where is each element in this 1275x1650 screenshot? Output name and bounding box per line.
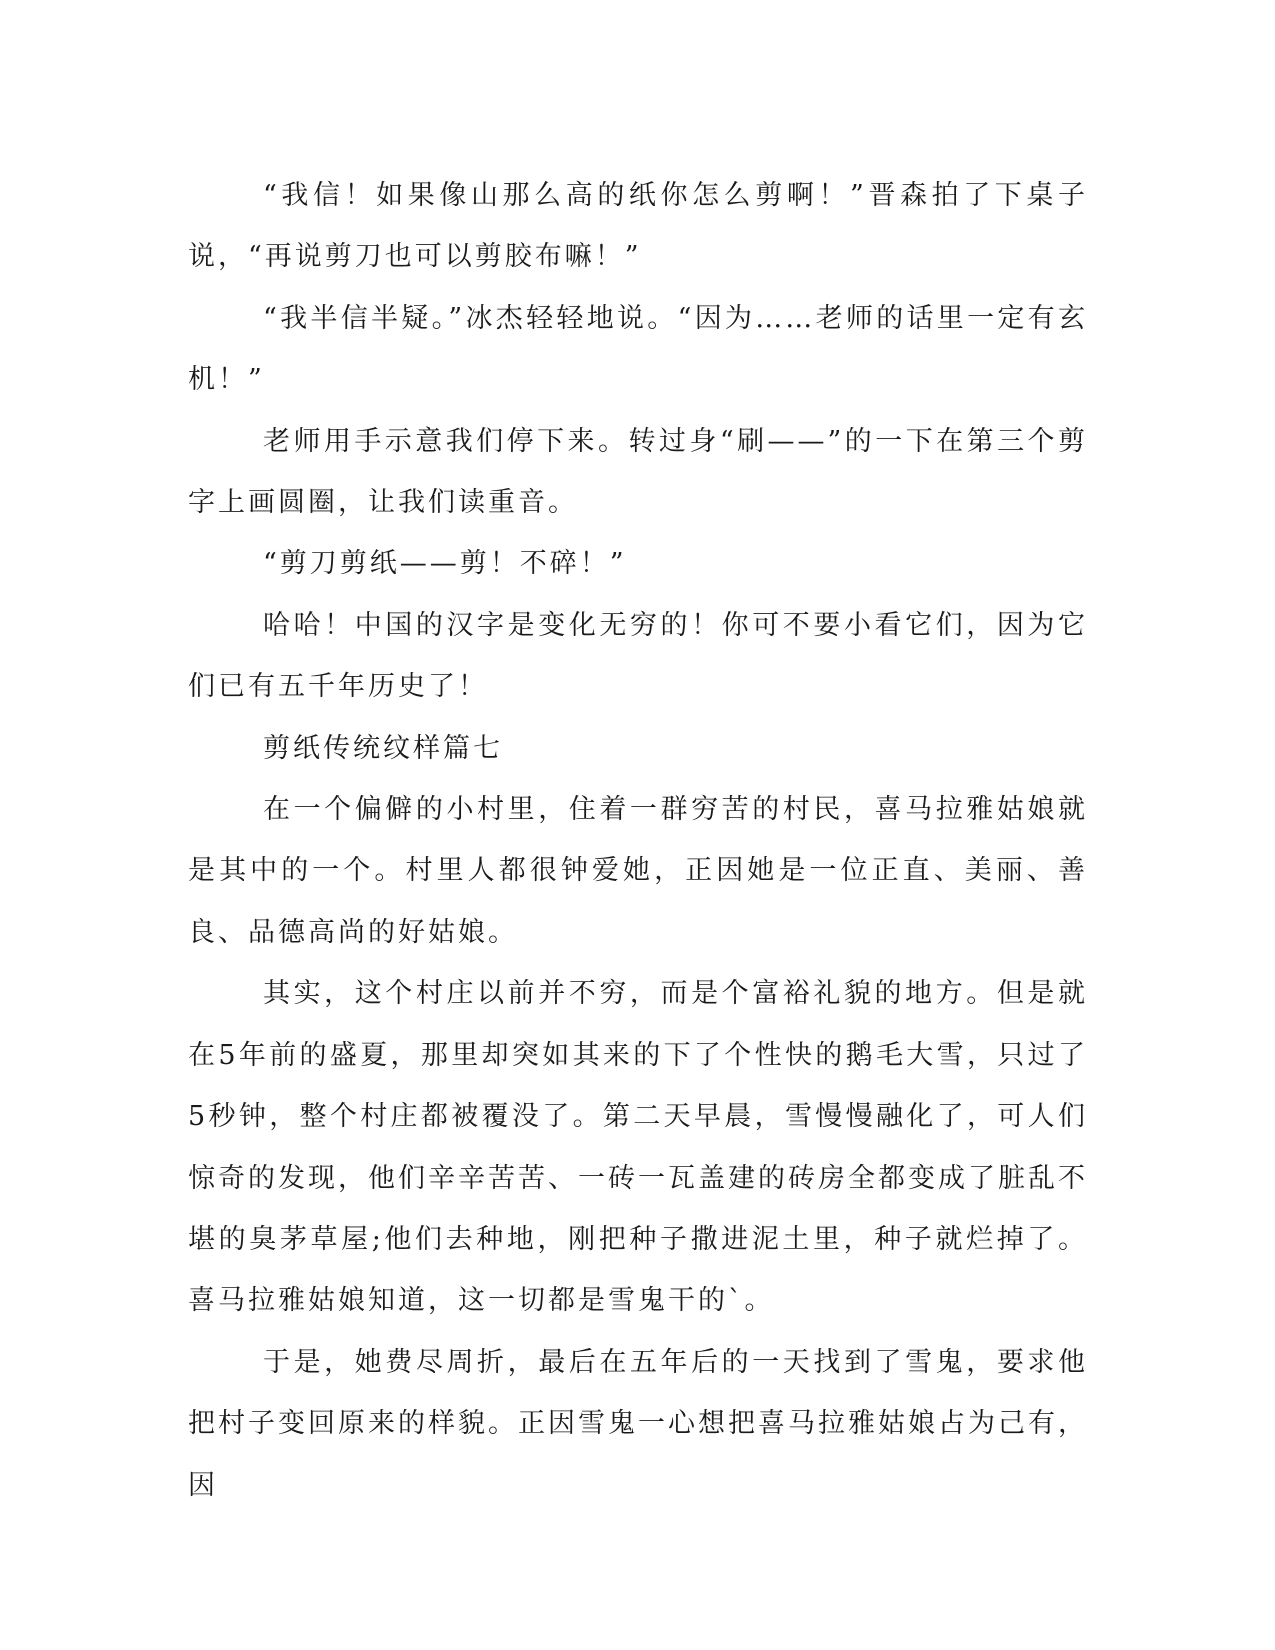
document-body bbox=[188, 165, 1088, 1516]
paragraph-5: 哈哈！中国的汉字是变化无穷的！你可不要小看它们，因为它们已有五千年历史了！ bbox=[188, 609, 1088, 703]
section-heading: 剪纸传统纹样篇七 bbox=[263, 732, 503, 764]
paragraph-3: 老师用手示意我们停下来。转过身“刷——”的一下在第三个剪字上画圆圈，让我们读重音。 bbox=[188, 425, 1088, 519]
paragraph-4: “剪刀剪纸——剪！不碎！” bbox=[263, 548, 627, 580]
paragraph-1: “我信！如果像山那么高的纸你怎么剪啊！”晋森拍了下桌子说，“再说剪刀也可以剪胶布嘛！” bbox=[188, 180, 1088, 273]
paragraph-7: 在一个偏僻的小村里，住着一群穷苦的村民，喜马拉雅姑娘就是其中的一个。村里人都很钟爱她，正因她是一位正直、美丽、善良、品德高尚的好姑娘。 bbox=[188, 794, 1088, 948]
paragraph-9: 于是，她费尽周折，最后在五年后的一天找到了雪鬼，要求他把村子变回原来的样貌。正因雪鬼一心想把喜马拉雅姑娘占为己有，因 bbox=[188, 1346, 1088, 1501]
paragraph-2: “我半信半疑。”冰杰轻轻地说。“因为……老师的话里一定有玄机！” bbox=[188, 302, 1088, 396]
paragraph-8: 其实，这个村庄以前并不穷，而是个富裕礼貌的地方。但是就在5年前的盛夏，那里却突如其来的下了个性快的鹅毛大雪，只过了5秒钟，整个村庄都被覆没了。第二天早晨，雪慢慢融化了，可人们惊奇的发现，他们辛辛苦苦、一砖一瓦盖建的砖房全都变成了脏乱不堪的臭茅草屋;他们去种地，刚把种子撒进泥土里，种子就烂掉了。喜马拉雅姑娘知道，这一切都是雪鬼干的`。 bbox=[188, 978, 1088, 1317]
